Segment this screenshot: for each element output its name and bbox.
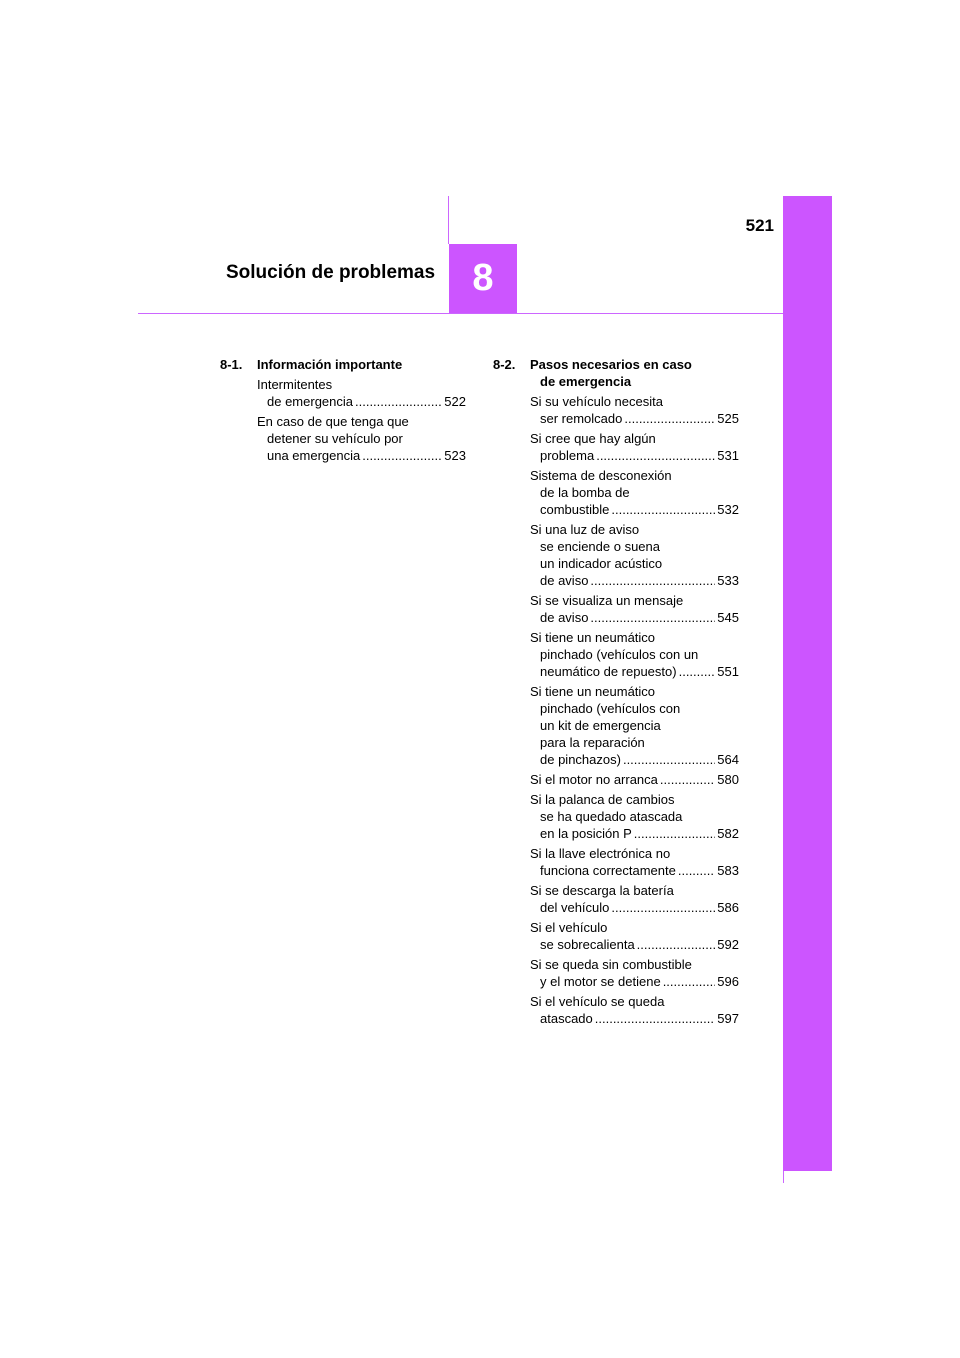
toc-entries xyxy=(220,376,466,464)
toc-entry-last-line xyxy=(530,936,739,953)
section-title-line: Pasos necesarios en caso xyxy=(530,357,692,372)
toc-entry-line: un indicador acústico xyxy=(540,556,663,571)
toc-entry-line: Intermitentes xyxy=(257,377,333,392)
toc-page-number: 580 xyxy=(717,772,739,787)
chapter-box-divider xyxy=(448,196,449,244)
dot-leader xyxy=(663,973,716,990)
toc-entry-line: del vehículo xyxy=(540,900,610,915)
toc-section-heading xyxy=(220,356,466,373)
toc-entry[interactable] xyxy=(220,376,466,410)
toc-entry[interactable] xyxy=(493,629,739,680)
side-tab-divider xyxy=(783,1171,784,1183)
toc-entry-line: Si tiene un neumático xyxy=(530,630,656,645)
toc-entry-line: una emergencia xyxy=(267,448,361,463)
toc-entry-line: funciona correctamente xyxy=(540,863,676,878)
toc-section-heading xyxy=(493,356,739,390)
toc-entry[interactable] xyxy=(493,521,739,589)
toc-entry-last-line xyxy=(530,973,739,990)
toc-entry-line: Si el motor no arranca xyxy=(530,772,658,787)
toc-entry-line: Si tiene un neumático xyxy=(530,684,656,699)
toc-entry[interactable] xyxy=(493,993,739,1027)
toc-entry-line: y el motor se detiene xyxy=(540,974,661,989)
toc-entry-last-line xyxy=(530,771,739,788)
dot-leader xyxy=(634,825,716,842)
dot-leader xyxy=(679,663,716,680)
toc-entry-line: Si la llave electrónica no xyxy=(530,846,671,861)
toc-entry-last-line xyxy=(530,609,739,626)
toc-entry-line: ser remolcado xyxy=(540,411,623,426)
toc-entry-last-line xyxy=(257,447,466,464)
toc-entry-line: Si una luz de aviso xyxy=(530,522,640,537)
toc-entry-last-line xyxy=(530,899,739,916)
section-number: 8-2. xyxy=(493,357,516,372)
toc-page-number: 564 xyxy=(717,752,739,767)
toc-column-left xyxy=(220,356,466,467)
toc-page-number: 525 xyxy=(717,411,739,426)
toc-entry-line: Si su vehículo necesita xyxy=(530,394,663,409)
toc-entry-last-line xyxy=(530,751,739,768)
chapter-title: Solución de problemas xyxy=(226,262,436,283)
toc-entry-line: problema xyxy=(540,448,595,463)
toc-page-number: 596 xyxy=(717,974,739,989)
chapter-number-box: 8 xyxy=(449,244,517,313)
dot-leader xyxy=(624,410,715,427)
toc-entry-line: neumático de repuesto) xyxy=(540,664,677,679)
dot-leader xyxy=(660,771,715,788)
toc-entry-last-line xyxy=(530,862,739,879)
toc-entry-line: de emergencia xyxy=(267,394,353,409)
toc-entry-last-line xyxy=(530,447,739,464)
dot-leader xyxy=(623,751,715,768)
toc-entry-line: pinchado (vehículos con un xyxy=(540,647,699,662)
toc-entry-line: Si se visualiza un mensaje xyxy=(530,593,684,608)
page-number: 521 xyxy=(745,216,774,235)
toc-entry[interactable] xyxy=(493,882,739,916)
toc-entry-line: Si se queda sin combustible xyxy=(530,957,692,972)
toc-entry-line: se ha quedado atascada xyxy=(540,809,683,824)
toc-page-number: 533 xyxy=(717,573,739,588)
dot-leader xyxy=(637,936,716,953)
toc-entry-line: Si el vehículo se queda xyxy=(530,994,665,1009)
toc-entry[interactable] xyxy=(493,430,739,464)
toc-entry[interactable] xyxy=(220,413,466,464)
toc-page-number: 532 xyxy=(717,502,739,517)
toc-page-number: 597 xyxy=(717,1011,739,1026)
toc-entries xyxy=(493,393,739,1027)
header-divider xyxy=(138,313,783,314)
toc-entry[interactable] xyxy=(493,919,739,953)
toc-entry-line: Sistema de desconexión xyxy=(530,468,672,483)
toc-page-number: 523 xyxy=(444,448,466,463)
toc-entry-line: En caso de que tenga que xyxy=(257,414,409,429)
toc-page-number: 522 xyxy=(444,394,466,409)
toc-page-number: 583 xyxy=(717,863,739,878)
toc-entry-line: atascado xyxy=(540,1011,593,1026)
toc-entry-line: detener su vehículo por xyxy=(267,431,403,446)
dot-leader xyxy=(590,572,715,589)
toc-entry-line: Si cree que hay algún xyxy=(530,431,656,446)
toc-page-number: 592 xyxy=(717,937,739,952)
section-number: 8-1. xyxy=(220,357,243,372)
toc-entry[interactable] xyxy=(493,467,739,518)
toc-entry[interactable] xyxy=(493,845,739,879)
toc-entry-line: se enciende o suena xyxy=(540,539,660,554)
dot-leader xyxy=(611,501,715,518)
dot-leader xyxy=(590,609,715,626)
dot-leader xyxy=(355,393,442,410)
toc-entry-last-line xyxy=(530,572,739,589)
toc-entry-line: se sobrecalienta xyxy=(540,937,635,952)
dot-leader xyxy=(611,899,715,916)
dot-leader xyxy=(595,1010,716,1027)
dot-leader xyxy=(362,447,442,464)
toc-entry[interactable] xyxy=(493,393,739,427)
toc-entry-line: de la bomba de xyxy=(540,485,630,500)
toc-entry[interactable] xyxy=(493,956,739,990)
toc-entry-line: Si el vehículo xyxy=(530,920,608,935)
dot-leader xyxy=(678,862,715,879)
chapter-side-tab xyxy=(783,196,832,1171)
toc-entry-line: un kit de emergencia xyxy=(540,718,661,733)
toc-entry-line: Si se descarga la batería xyxy=(530,883,674,898)
toc-column-right xyxy=(493,356,739,1030)
toc-entry-last-line xyxy=(257,393,466,410)
toc-entry[interactable] xyxy=(493,791,739,842)
toc-page-number: 531 xyxy=(717,448,739,463)
dot-leader xyxy=(596,447,715,464)
toc-entry-line: pinchado (vehículos con xyxy=(540,701,681,716)
toc-entry-line: en la posición P xyxy=(540,826,632,841)
toc-entry-line: de aviso xyxy=(540,573,589,588)
toc-entry-line: Si la palanca de cambios xyxy=(530,792,675,807)
toc-entry-last-line xyxy=(530,501,739,518)
toc-entry-line: para la reparación xyxy=(540,735,645,750)
toc-entry-last-line xyxy=(530,825,739,842)
section-title-line: de emergencia xyxy=(540,374,632,389)
toc-entry-line: de pinchazos) xyxy=(540,752,621,767)
toc-page-number: 582 xyxy=(717,826,739,841)
toc-entry-line: de aviso xyxy=(540,610,589,625)
toc-entry[interactable] xyxy=(493,592,739,626)
toc-entry-last-line xyxy=(530,410,739,427)
toc-entry[interactable] xyxy=(493,771,739,788)
toc-entry-line: combustible xyxy=(540,502,610,517)
toc-page-number: 551 xyxy=(717,664,739,679)
toc-entry-last-line xyxy=(530,1010,739,1027)
toc-entry-last-line xyxy=(530,663,739,680)
section-title: Información importante xyxy=(257,357,403,372)
toc-entry[interactable] xyxy=(493,683,739,768)
toc-page-number: 586 xyxy=(717,900,739,915)
toc-page-number: 545 xyxy=(717,610,739,625)
